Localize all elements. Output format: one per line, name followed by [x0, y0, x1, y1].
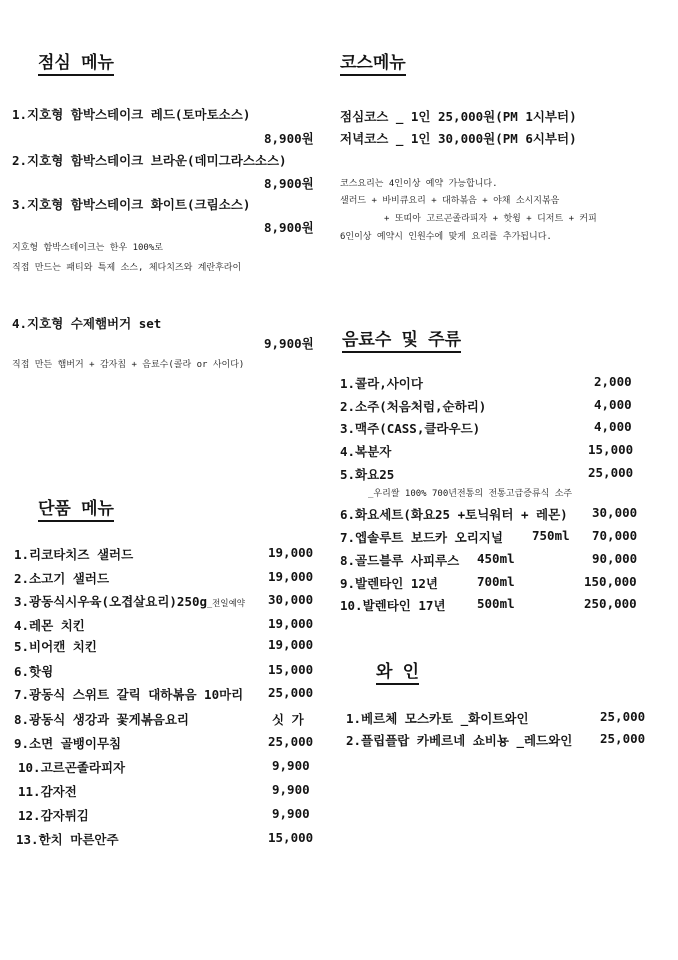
single-item-10: 10.고르곤졸라피자 — [18, 760, 126, 775]
single-item-1-price: 19,000 — [268, 545, 314, 560]
drink-item-1-price: 2,000 — [594, 374, 632, 389]
drink-item-6-price: 30,000 — [592, 505, 638, 520]
drink-item-7-price: 70,000 — [592, 528, 638, 543]
course-note-4: 6인이상 예약시 인원수에 맞게 요리를 추가됩니다. — [340, 232, 552, 242]
single-item-7: 7.광동식 스위트 갈릭 대하볶음 10마리 — [14, 687, 244, 702]
drink-item-10: 10.발렌타인 17년 — [340, 598, 446, 613]
lunch-item-2-price: 8,900원 — [264, 176, 314, 191]
lunch-note-2: 직접 만드는 패티와 특제 소스, 체다치즈와 계란후라이 — [12, 263, 242, 273]
single-item-4-price: 19,000 — [268, 616, 314, 631]
drink-item-3-price: 4,000 — [594, 419, 632, 434]
wine-menu-title: 와 인 — [376, 657, 419, 685]
single-item-9-price: 25,000 — [268, 734, 314, 749]
drink-item-10-price: 250,000 — [584, 596, 637, 611]
lunch-item-3-price: 8,900원 — [264, 220, 314, 235]
lunch-burger: 4.지호형 수제햄버거 set — [12, 316, 162, 331]
course-note-1: 코스요리는 4인이상 예약 가능합니다. — [340, 179, 498, 189]
drink-item-1: 1.콜라,사이다 — [340, 376, 423, 391]
drink-item-8-volume: 450ml — [477, 551, 515, 566]
single-item-11-price: 9,900 — [272, 782, 310, 797]
single-item-4: 4.레몬 치킨 — [14, 618, 85, 633]
drink-item-10-volume: 500ml — [477, 596, 515, 611]
course-menu-title: 코스메뉴 — [340, 48, 406, 76]
single-item-13: 13.한치 마른안주 — [16, 832, 119, 847]
single-item-12-price: 9,900 — [272, 806, 310, 821]
single-item-3-suffix: _전일예약 — [207, 599, 245, 609]
single-item-5-price: 19,000 — [268, 637, 314, 652]
wine-item-2-price: 25,000 — [600, 731, 646, 746]
drink-item-7: 7.엡솔루트 보드카 오리지널 — [340, 530, 503, 545]
lunch-burger-note: 직접 만든 햄버거 + 감자칩 + 음료수(콜라 or 사이다) — [12, 360, 245, 370]
lunch-item-3: 3.지호형 함박스테이크 화이트(크림소스) — [12, 197, 251, 212]
lunch-burger-price: 9,900원 — [264, 336, 314, 351]
single-item-11: 11.감자전 — [18, 784, 77, 799]
drink-item-2-price: 4,000 — [594, 397, 632, 412]
lunch-menu-title: 점심 메뉴 — [38, 48, 114, 76]
single-item-12: 12.감자튀김 — [18, 808, 89, 823]
single-item-13-price: 15,000 — [268, 830, 314, 845]
drink-item-7-volume: 750ml — [532, 528, 570, 543]
single-item-2-price: 19,000 — [268, 569, 314, 584]
drink-item-9-price: 150,000 — [584, 574, 637, 589]
course-item-2: 저녁코스 _ 1인 30,000원(PM 6시부터) — [340, 131, 577, 146]
single-menu-title: 단품 메뉴 — [38, 494, 114, 522]
drink-item-4-price: 15,000 — [588, 442, 634, 457]
drink-item-9: 9.발렌타인 12년 — [340, 576, 439, 591]
single-item-3 — [14, 592, 245, 610]
wine-item-1: 1.베르체 모스카토 _화이트와인 — [346, 711, 529, 726]
single-item-9: 9.소면 골뱅이무침 — [14, 736, 122, 751]
single-item-8: 8.광동식 생강과 꽃게볶음요리 — [14, 712, 190, 727]
drink-item-5: 5.화요25 — [340, 467, 395, 482]
lunch-item-1: 1.지호형 함박스테이크 레드(토마토소스) — [12, 107, 251, 122]
single-item-3-price: 30,000 — [268, 592, 314, 607]
single-item-3-name: 3.광동식시우육(오겹살요리)250g — [14, 594, 208, 609]
drink-item-2: 2.소주(처음처럼,순하리) — [340, 399, 487, 414]
single-item-6-price: 15,000 — [268, 662, 314, 677]
lunch-item-2: 2.지호형 함박스테이크 브라운(데미그라스소스) — [12, 153, 287, 168]
single-item-7-price: 25,000 — [268, 685, 314, 700]
drink-hwayo-note: _우리쌀 100% 700년전통의 전통고급증류식 소주 — [368, 489, 573, 499]
single-item-6: 6.핫윙 — [14, 664, 54, 679]
course-note-3: + 또띠아 고르곤졸라피자 + 핫윙 + 디저트 + 커피 — [384, 214, 597, 224]
single-item-10-price: 9,900 — [272, 758, 310, 773]
drinks-menu-title: 음료수 및 주류 — [342, 325, 461, 353]
drink-item-4: 4.복분자 — [340, 444, 392, 459]
single-item-5: 5.비어캔 치킨 — [14, 639, 97, 654]
lunch-note-1: 지호형 함박스테이크는 한우 100%로 — [12, 243, 163, 253]
single-item-8-price: 싯 가 — [272, 712, 304, 727]
drink-item-9-volume: 700ml — [477, 574, 515, 589]
drink-item-8: 8.골드블루 사피루스 — [340, 553, 460, 568]
drink-item-6: 6.화요세트(화요25 +토닉워터 + 레몬) — [340, 507, 568, 522]
drink-item-5-price: 25,000 — [588, 465, 634, 480]
wine-item-2: 2.플립플랍 카베르네 쇼비뇽 _레드와인 — [346, 733, 573, 748]
single-item-1: 1.리코타치즈 샐러드 — [14, 547, 134, 562]
course-item-1: 점심코스 _ 1인 25,000원(PM 1시부터) — [340, 109, 577, 124]
single-item-2: 2.소고기 샐러드 — [14, 571, 110, 586]
wine-item-1-price: 25,000 — [600, 709, 646, 724]
drink-item-3: 3.맥주(CASS,클라우드) — [340, 421, 481, 436]
drink-item-8-price: 90,000 — [592, 551, 638, 566]
course-note-2: 샐러드 + 바비큐요리 + 대하볶음 + 야채 소시지볶음 — [340, 196, 560, 206]
lunch-item-1-price: 8,900원 — [264, 131, 314, 146]
